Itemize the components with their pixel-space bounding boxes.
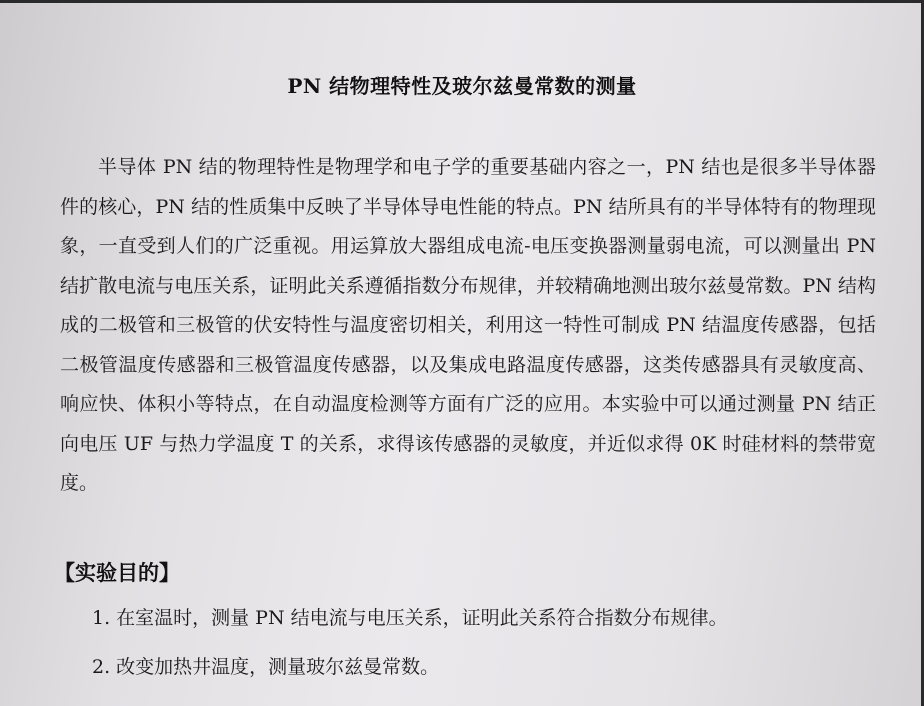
objective-text: 在室温时，测量 PN 结电流与电压关系，证明此关系符合指数分布规律。 [116, 607, 728, 629]
objective-item-2 [92, 652, 439, 679]
body-paragraph: 半导体 PN 结的物理特性是物理学和电子学的重要基础内容之一，PN 结也是很多半导体器件的核心，PN 结的性质集中反映了半导体导电性能的特点。PN 结所具有的半导体特有的物理现象，一直受到人们的广泛重视。用运算放大器组成电流-电压变换器测量弱电流，可以测量出 PN 结扩散电流与电压关系，证明此关系遵循指数分布规律，并较精确地测出玻尔兹曼常数。PN 结构成的二极管和三极管的伏安特性与温度密切相关，利用这一特性可制成 PN 结温度传感器，包括二极管温度传感器和三极管温度传感器，以及集成电路温度传感器，这类传感器具有灵敏度高、响应快、体积小等特点，在自动温度检测等方面有广泛的应用。本实验中可以通过测量 PN 结正向电压 UF 与热力学温度 T 的关系，求得该传感器的灵敏度，并近似求得 0K 时硅材料的禁带宽度。 [60, 156, 876, 494]
section-heading: 【实验目的】 [54, 560, 180, 585]
document-title: PN 结物理特性及玻尔兹曼常数的测量 [287, 74, 637, 98]
objective-item-1 [92, 603, 728, 630]
objective-number: 2. [92, 656, 111, 678]
objective-text: 改变加热井温度，测量玻尔兹曼常数。 [116, 656, 440, 678]
objective-number: 1. [92, 607, 111, 629]
window-frame-top [0, 0, 924, 3]
